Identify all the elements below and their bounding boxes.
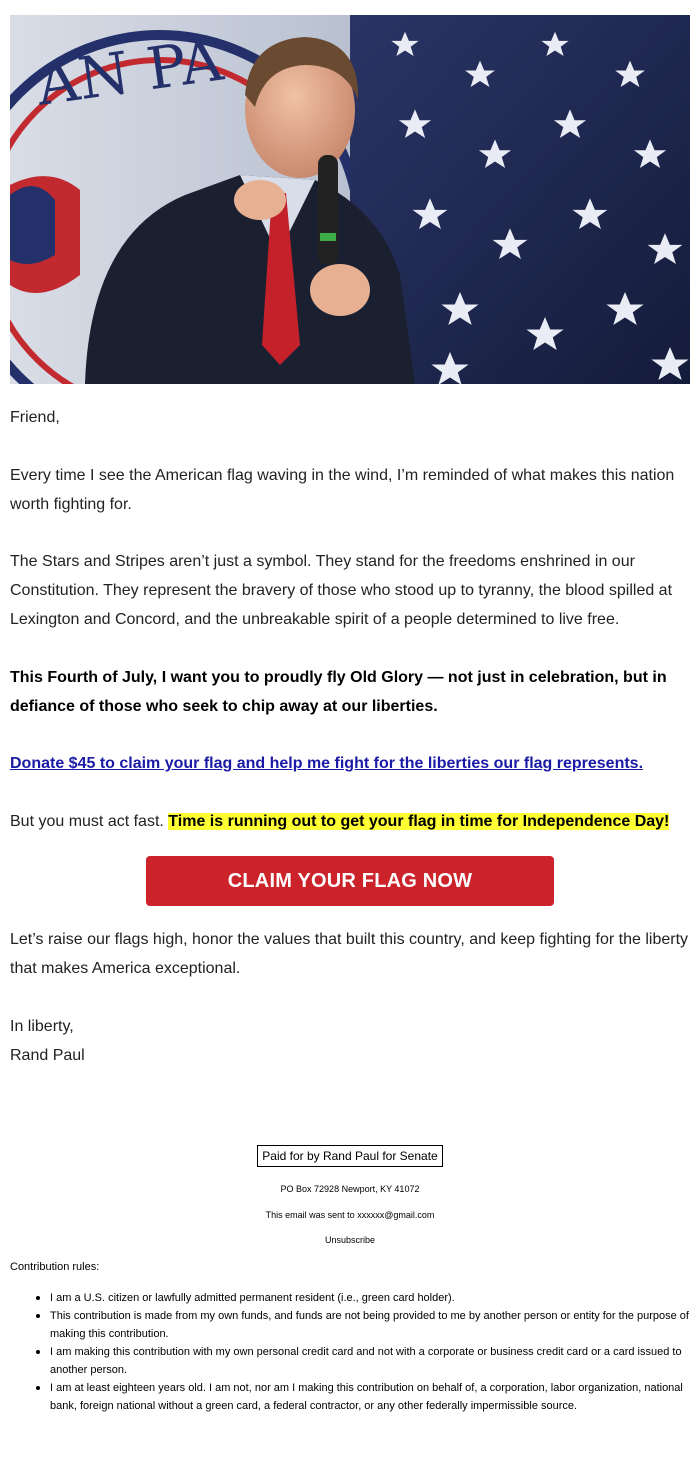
paragraph-fourth-of-july: This Fourth of July, I want you to proudly fly Old Glory — not just in celebration, but in defiance of those who seek to chip away at our liberties. bbox=[10, 669, 667, 715]
donate-link[interactable]: Donate $45 to claim your flag and help me fight for the liberties our flag represents. bbox=[10, 755, 644, 772]
rule-item: I am at least eighteen years old. I am not, nor am I making this contribution on behalf of, a corporation, labor organization, national bank, foreign national without a green card, a federal contractor, or any other federally impermissible source. bbox=[50, 1379, 690, 1415]
sent-to-notice: This email was sent to xxxxxx@gmail.com bbox=[265, 1210, 435, 1220]
claim-flag-button[interactable]: CLAIM YOUR FLAG NOW bbox=[146, 856, 554, 906]
hero-photo-illustration bbox=[10, 15, 690, 384]
rule-item: I am making this contribution with my own personal credit card and not with a corporate or business credit card or a card issued to another person. bbox=[50, 1343, 690, 1379]
unsubscribe-row bbox=[0, 1234, 700, 1246]
greeting: Friend, bbox=[10, 409, 60, 426]
signoff: In liberty, bbox=[10, 1018, 74, 1035]
unsubscribe-link[interactable]: Unsubscribe bbox=[324, 1235, 376, 1245]
paragraph-flag-waving: Every time I see the American flag waving in the wind, I’m reminded of what makes this nation worth fighting for. bbox=[10, 467, 675, 513]
signature-name: Rand Paul bbox=[10, 1047, 85, 1064]
urgent-highlight: Time is running out to get your flag in time for Independence Day! bbox=[168, 813, 670, 830]
mic-band bbox=[320, 233, 336, 241]
paragraph-stars-and-stripes: The Stars and Stripes aren’t just a symbol. They stand for the freedoms enshrined in our Constitution. They represent the bravery of those who stood up to tyranny, the blood spilled at Lexington and Concord, and the unbreakable spirit of a people determined to live free. bbox=[10, 553, 673, 628]
paragraph-closing: Let’s raise our flags high, honor the values that built this country, and keep fighting for the liberty that makes America exceptional. bbox=[10, 931, 689, 977]
rule-item: This contribution is made from my own funds, and funds are not being provided to me by another person or entity for the purpose of making this contribution. bbox=[50, 1307, 690, 1343]
contribution-rules-title: Contribution rules: bbox=[10, 1261, 100, 1273]
rule-item: I am a U.S. citizen or lawfully admitted permanent resident (i.e., green card holder). bbox=[50, 1289, 690, 1307]
microphone bbox=[318, 155, 338, 265]
signoff-block bbox=[10, 1012, 694, 1070]
raised-hand bbox=[234, 180, 286, 220]
contribution-rules-list bbox=[50, 1289, 690, 1415]
paid-for-disclaimer: Paid for by Rand Paul for Senate bbox=[257, 1145, 443, 1167]
urgent-paragraph bbox=[10, 807, 694, 836]
hand-holding-mic bbox=[310, 264, 370, 316]
sign-lettering: AN PA bbox=[32, 25, 227, 119]
donate-paragraph bbox=[10, 749, 694, 778]
mailing-address: PO Box 72928 Newport, KY 41072 bbox=[280, 1184, 420, 1194]
urgent-lead: But you must act fast. bbox=[10, 813, 169, 830]
hero-image bbox=[10, 15, 690, 384]
elephant-logo-blue bbox=[10, 186, 55, 264]
